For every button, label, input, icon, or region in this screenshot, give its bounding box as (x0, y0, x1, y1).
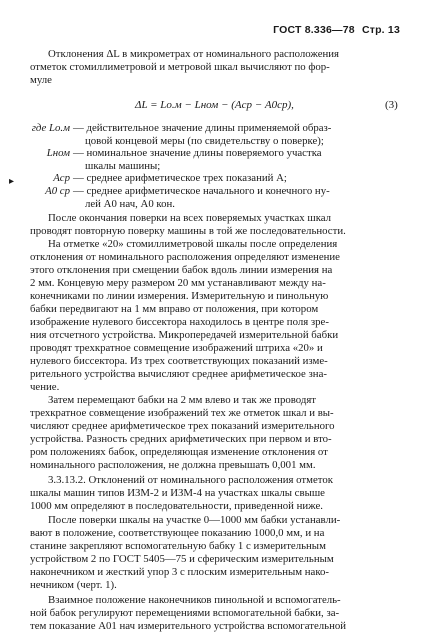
text-line: устройства. Разность средних арифметических при первом и вто- (30, 433, 332, 445)
text-line: отметок стомиллиметровой и метровой шкал вычисляют по фор- (30, 61, 330, 73)
definition-text: — действительное значение длины применяемой образ- (73, 122, 332, 134)
text-line: Затем перемещают бабки на 2 мм влево и так же проводят (48, 394, 317, 406)
text-line: 2 мм. Концевую меру размером 20 мм устанавливают между на- (30, 277, 326, 289)
text-line: проводят повторную поверку машины в той же последовательности. (30, 225, 346, 237)
definition-row (30, 160, 331, 173)
definition-row (30, 122, 331, 135)
page-number: Стр. 13 (361, 24, 400, 36)
text-line: Взаимное положение наконечников пинольной и вспомогатель- (48, 594, 341, 606)
paragraph-7 (30, 594, 400, 633)
text-line: муле (30, 74, 52, 86)
text-line: После окончания поверки на всех поверяемых участках шкал (48, 212, 332, 224)
text-line: числяют среднее арифметическое трех показаний измерительного (30, 420, 335, 432)
text-line: трехкратное совмещение изображений тех же отметок шкал и вы- (30, 407, 334, 419)
definition-row (30, 147, 331, 160)
text-line: устройством 2 по ГОСТ 5405—75 и сферическим измерительным (30, 553, 334, 565)
text-line: конечниками по линии измерения. Измерительную и пинольную (30, 290, 329, 302)
text-line: нулевого биссектора. Из трех соответствующих показаний изме- (30, 355, 328, 367)
definition-symbol (30, 160, 73, 173)
text-line: этого отклонения при смещении бабок вдоль линии измерения на (30, 264, 333, 276)
text-line: номинального расположения, не должна превышать 0,001 мм. (30, 459, 316, 471)
text-line: вают в положение, соответствующее показанию 1000,0 мм, и на (30, 527, 325, 539)
definition-row (30, 135, 331, 148)
paragraph-5 (30, 474, 400, 513)
paragraph-1 (30, 48, 400, 87)
text-line: ния отсчетного устройства. Микропередачей измерительной бабки (30, 329, 339, 341)
definition-symbol (30, 135, 73, 148)
formula: ΔL = Lо.м − Lном − (Aср − A0ср), (135, 99, 294, 111)
definition-text: шкалы машины; (85, 159, 161, 172)
paragraph-4 (30, 394, 400, 472)
text-line: проводят трехкратное совмещение изображений штриха «20» и (30, 342, 323, 354)
text-line: Отклонения ΔL в микрометрах от номинального расположения (48, 48, 340, 60)
definition-symbol: Aср (53, 172, 70, 185)
definition-symbol (30, 198, 73, 211)
text-line: шкалы машин типов ИЗМ-2 и ИЗМ-4 на участках шкалы свыше (30, 487, 325, 499)
definition-row (30, 172, 331, 185)
text-line: На отметке «20» стомиллиметровой шкалы после определения (48, 238, 338, 250)
definition-row (30, 198, 331, 211)
text-line: нечником (черт. 1). (30, 579, 117, 591)
text-line: рительного устройства вычисляют среднее арифметическое зна- (30, 368, 327, 380)
definition-text: — номинальное значение длины поверяемого участка (73, 147, 322, 160)
equation-number: (3) (385, 99, 398, 111)
text-line: 1000 мм определяют в последовательности, приведенной ниже. (30, 500, 323, 512)
text-line: отклонения от номинального расположения определяют изменение (30, 251, 340, 263)
definition-text: — среднее арифметическое трех показаний A; (73, 172, 287, 185)
text-line: 3.3.13.2. Отклонений от номинального расположения отметок (48, 474, 333, 486)
paragraph-3 (30, 238, 400, 394)
text-line: ром положениях бабок, определяющая изменение отклонения от (30, 446, 328, 458)
text-line: ной бабок регулируют перемещениями вспомогательной бабки, за- (30, 607, 340, 619)
text-line: чение. (30, 381, 60, 393)
text-line: тем показание A01 нач измерительного устройства вспомогательной (30, 620, 347, 632)
definition-symbol: где Lо.м (31, 122, 70, 134)
gost-code: ГОСТ 8.336—78 (273, 24, 355, 36)
paragraph-6 (30, 514, 400, 592)
text-line: После поверки шкалы на участке 0—1000 мм бабки устанавли- (48, 514, 341, 526)
text-line: наконечником и жесткий упор 3 с плоским измерительным нако- (30, 566, 330, 578)
text-line: бабки передвигают на 1 мм вправо от положения, при котором (30, 303, 319, 315)
page-header (269, 24, 400, 36)
definition-text: цовой концевой меры (по свидетельству о поверке); (85, 134, 324, 147)
paragraph-2 (30, 212, 400, 238)
text-line: станине закрепляют вспомогательную бабку 1 с измерительным (30, 540, 326, 552)
definitions-list (30, 122, 331, 210)
definition-text: — среднее арифметическое начального и конечного ну- (73, 184, 330, 197)
definition-symbol: A0 ср (45, 184, 70, 197)
definition-text: лей A0 нач, A0 кон. (85, 197, 175, 210)
text-line: изображение нулевого биссектора находилось в центре поля зре- (30, 316, 329, 328)
definition-row (30, 185, 331, 198)
margin-marker: ▸ (9, 176, 15, 187)
definition-symbol: Lном (46, 147, 70, 160)
